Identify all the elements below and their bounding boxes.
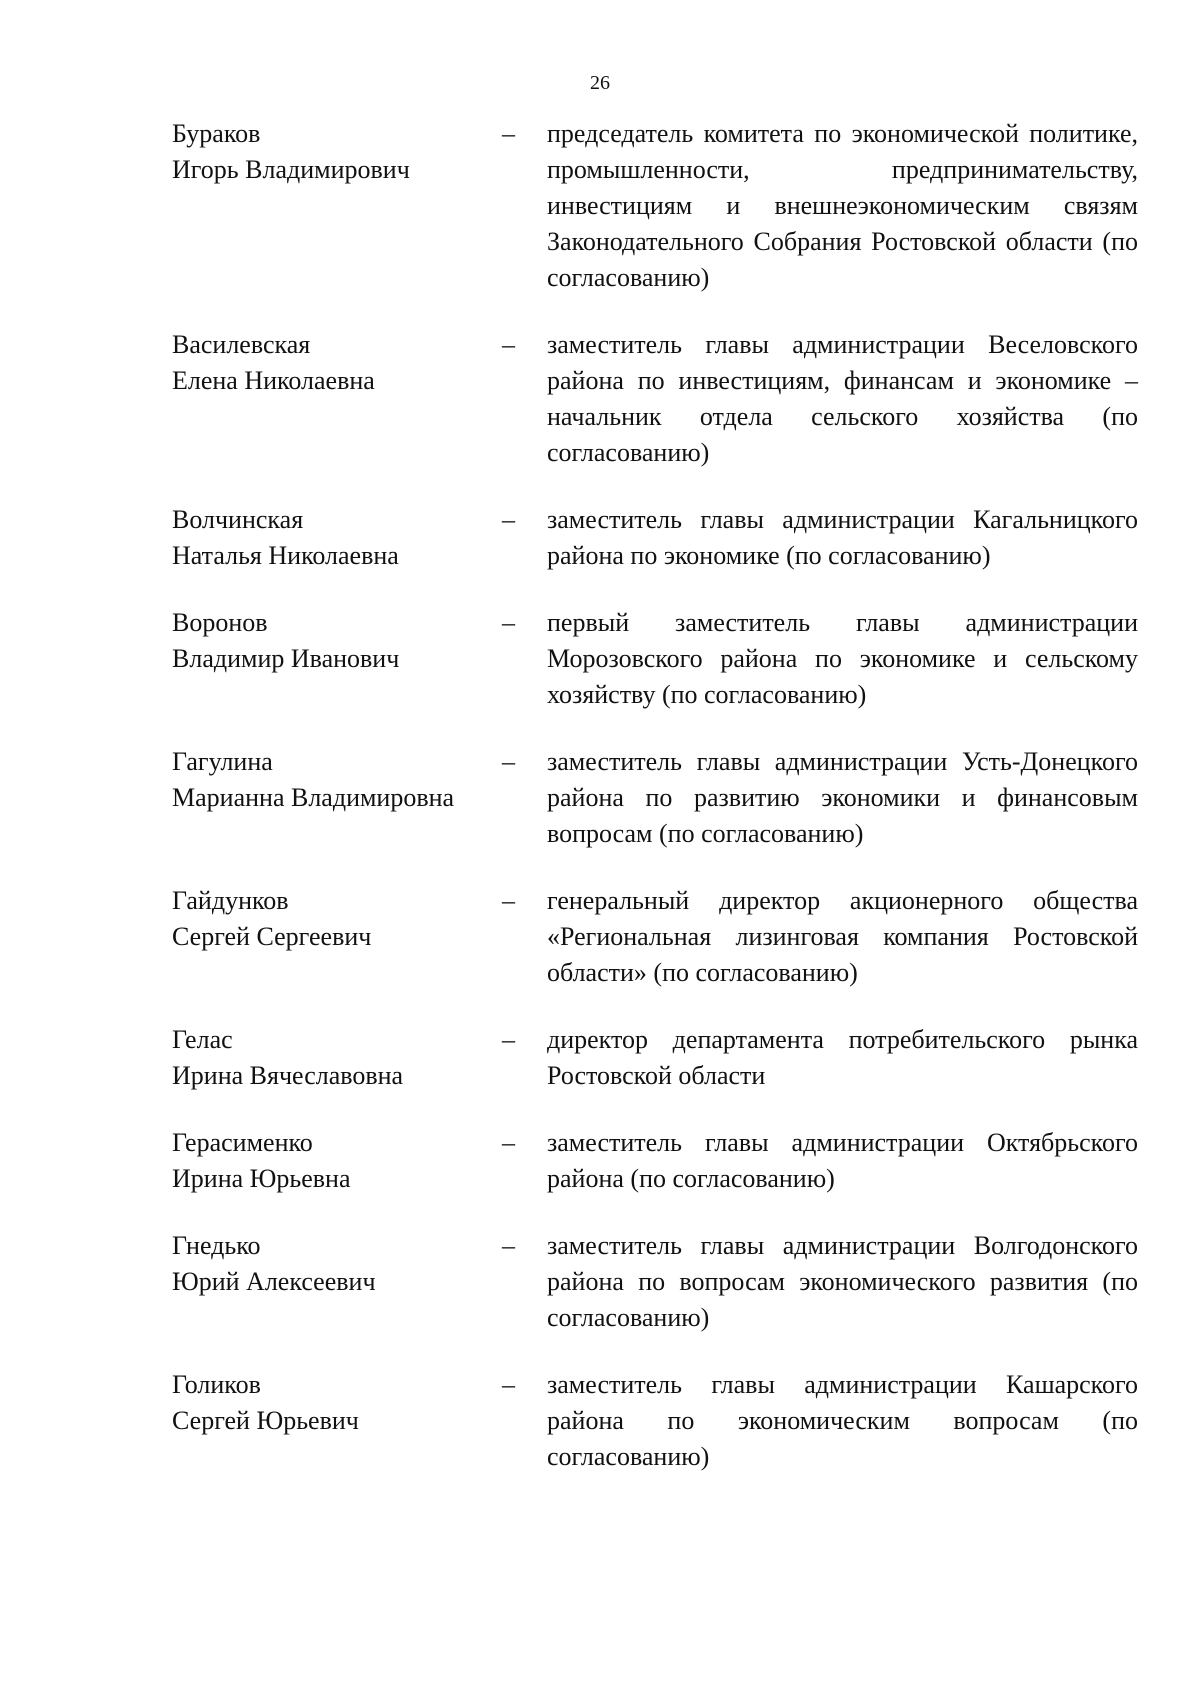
member-position: заместитель главы администрации Усть-Донецкого района по развитию экономики и финансовым вопросам (по согласованию)	[547, 747, 1138, 848]
list-item	[172, 744, 1138, 852]
member-surname: Гайдунков	[172, 886, 289, 915]
member-surname: Голиков	[172, 1370, 261, 1399]
list-item	[172, 883, 1138, 991]
member-name	[172, 605, 502, 677]
member-name	[172, 502, 502, 574]
member-position: председатель комитета по экономической политике, промышленности, предпринимательству, инвестициям и внешнеэкономическим связям Законодательного Собрания Ростовской области (по согласованию)	[547, 119, 1138, 292]
member-name	[172, 1022, 502, 1094]
member-given-names: Ирина Вячеславовна	[172, 1061, 404, 1090]
list-item	[172, 1125, 1138, 1197]
list-item	[172, 1228, 1138, 1336]
member-surname: Воронов	[172, 608, 268, 637]
member-name	[172, 1367, 502, 1439]
list-item	[172, 1022, 1138, 1094]
member-position: заместитель главы администрации Веселовского района по инвестициям, финансам и экономике – начальник отдела сельского хозяйства (по согласованию)	[547, 330, 1138, 467]
dash-separator: –	[502, 1370, 515, 1399]
member-given-names: Елена Николаевна	[172, 366, 375, 395]
member-surname: Волчинская	[172, 505, 304, 534]
member-given-names: Наталья Николаевна	[172, 541, 399, 570]
member-surname: Гнедько	[172, 1231, 261, 1260]
list-item	[172, 605, 1138, 713]
member-given-names: Сергей Сергеевич	[172, 922, 372, 951]
dash-separator: –	[502, 1128, 515, 1157]
dash-separator: –	[502, 505, 515, 534]
member-name	[172, 116, 502, 188]
dash-separator: –	[502, 330, 515, 359]
member-position: заместитель главы администрации Волгодонского района по вопросам экономического развития (по согласованию)	[547, 1231, 1138, 1332]
member-position: заместитель главы администрации Кагальницкого района по экономике (по согласованию)	[547, 505, 1138, 570]
member-surname: Гелас	[172, 1025, 233, 1054]
dash-separator: –	[502, 119, 515, 148]
member-surname: Гагулина	[172, 747, 273, 776]
list-item	[172, 1367, 1138, 1475]
member-surname: Бураков	[172, 119, 261, 148]
dash-separator: –	[502, 747, 515, 776]
member-list	[172, 116, 1138, 1475]
member-given-names: Ирина Юрьевна	[172, 1164, 351, 1193]
dash-separator: –	[502, 608, 515, 637]
member-given-names: Юрий Алексеевич	[172, 1267, 376, 1296]
member-name	[172, 744, 502, 816]
member-name	[172, 1228, 502, 1300]
page-number: 26	[590, 72, 610, 94]
dash-separator: –	[502, 1231, 515, 1260]
member-position: первый заместитель главы администрации Морозовского района по экономике и сельскому хозяйству (по согласованию)	[547, 608, 1138, 709]
member-given-names: Сергей Юрьевич	[172, 1406, 359, 1435]
member-position: заместитель главы администрации Октябрьского района (по согласованию)	[547, 1128, 1138, 1193]
member-given-names: Игорь Владимирович	[172, 155, 410, 184]
member-name	[172, 1125, 502, 1197]
dash-separator: –	[502, 886, 515, 915]
member-name	[172, 327, 502, 399]
list-item	[172, 116, 1138, 296]
member-position: директор департамента потребительского рынка Ростовской области	[547, 1025, 1138, 1090]
list-item	[172, 327, 1138, 471]
dash-separator: –	[502, 1025, 515, 1054]
list-item	[172, 502, 1138, 574]
member-name	[172, 883, 502, 955]
member-surname: Василевская	[172, 330, 311, 359]
member-position: генеральный директор акционерного общества «Региональная лизинговая компания Ростовской области» (по согласованию)	[547, 886, 1138, 987]
member-surname: Герасименко	[172, 1128, 313, 1157]
member-given-names: Марианна Владимировна	[172, 783, 455, 812]
member-given-names: Владимир Иванович	[172, 644, 400, 673]
member-position: заместитель главы администрации Кашарского района по экономическим вопросам (по согласованию)	[547, 1370, 1138, 1471]
